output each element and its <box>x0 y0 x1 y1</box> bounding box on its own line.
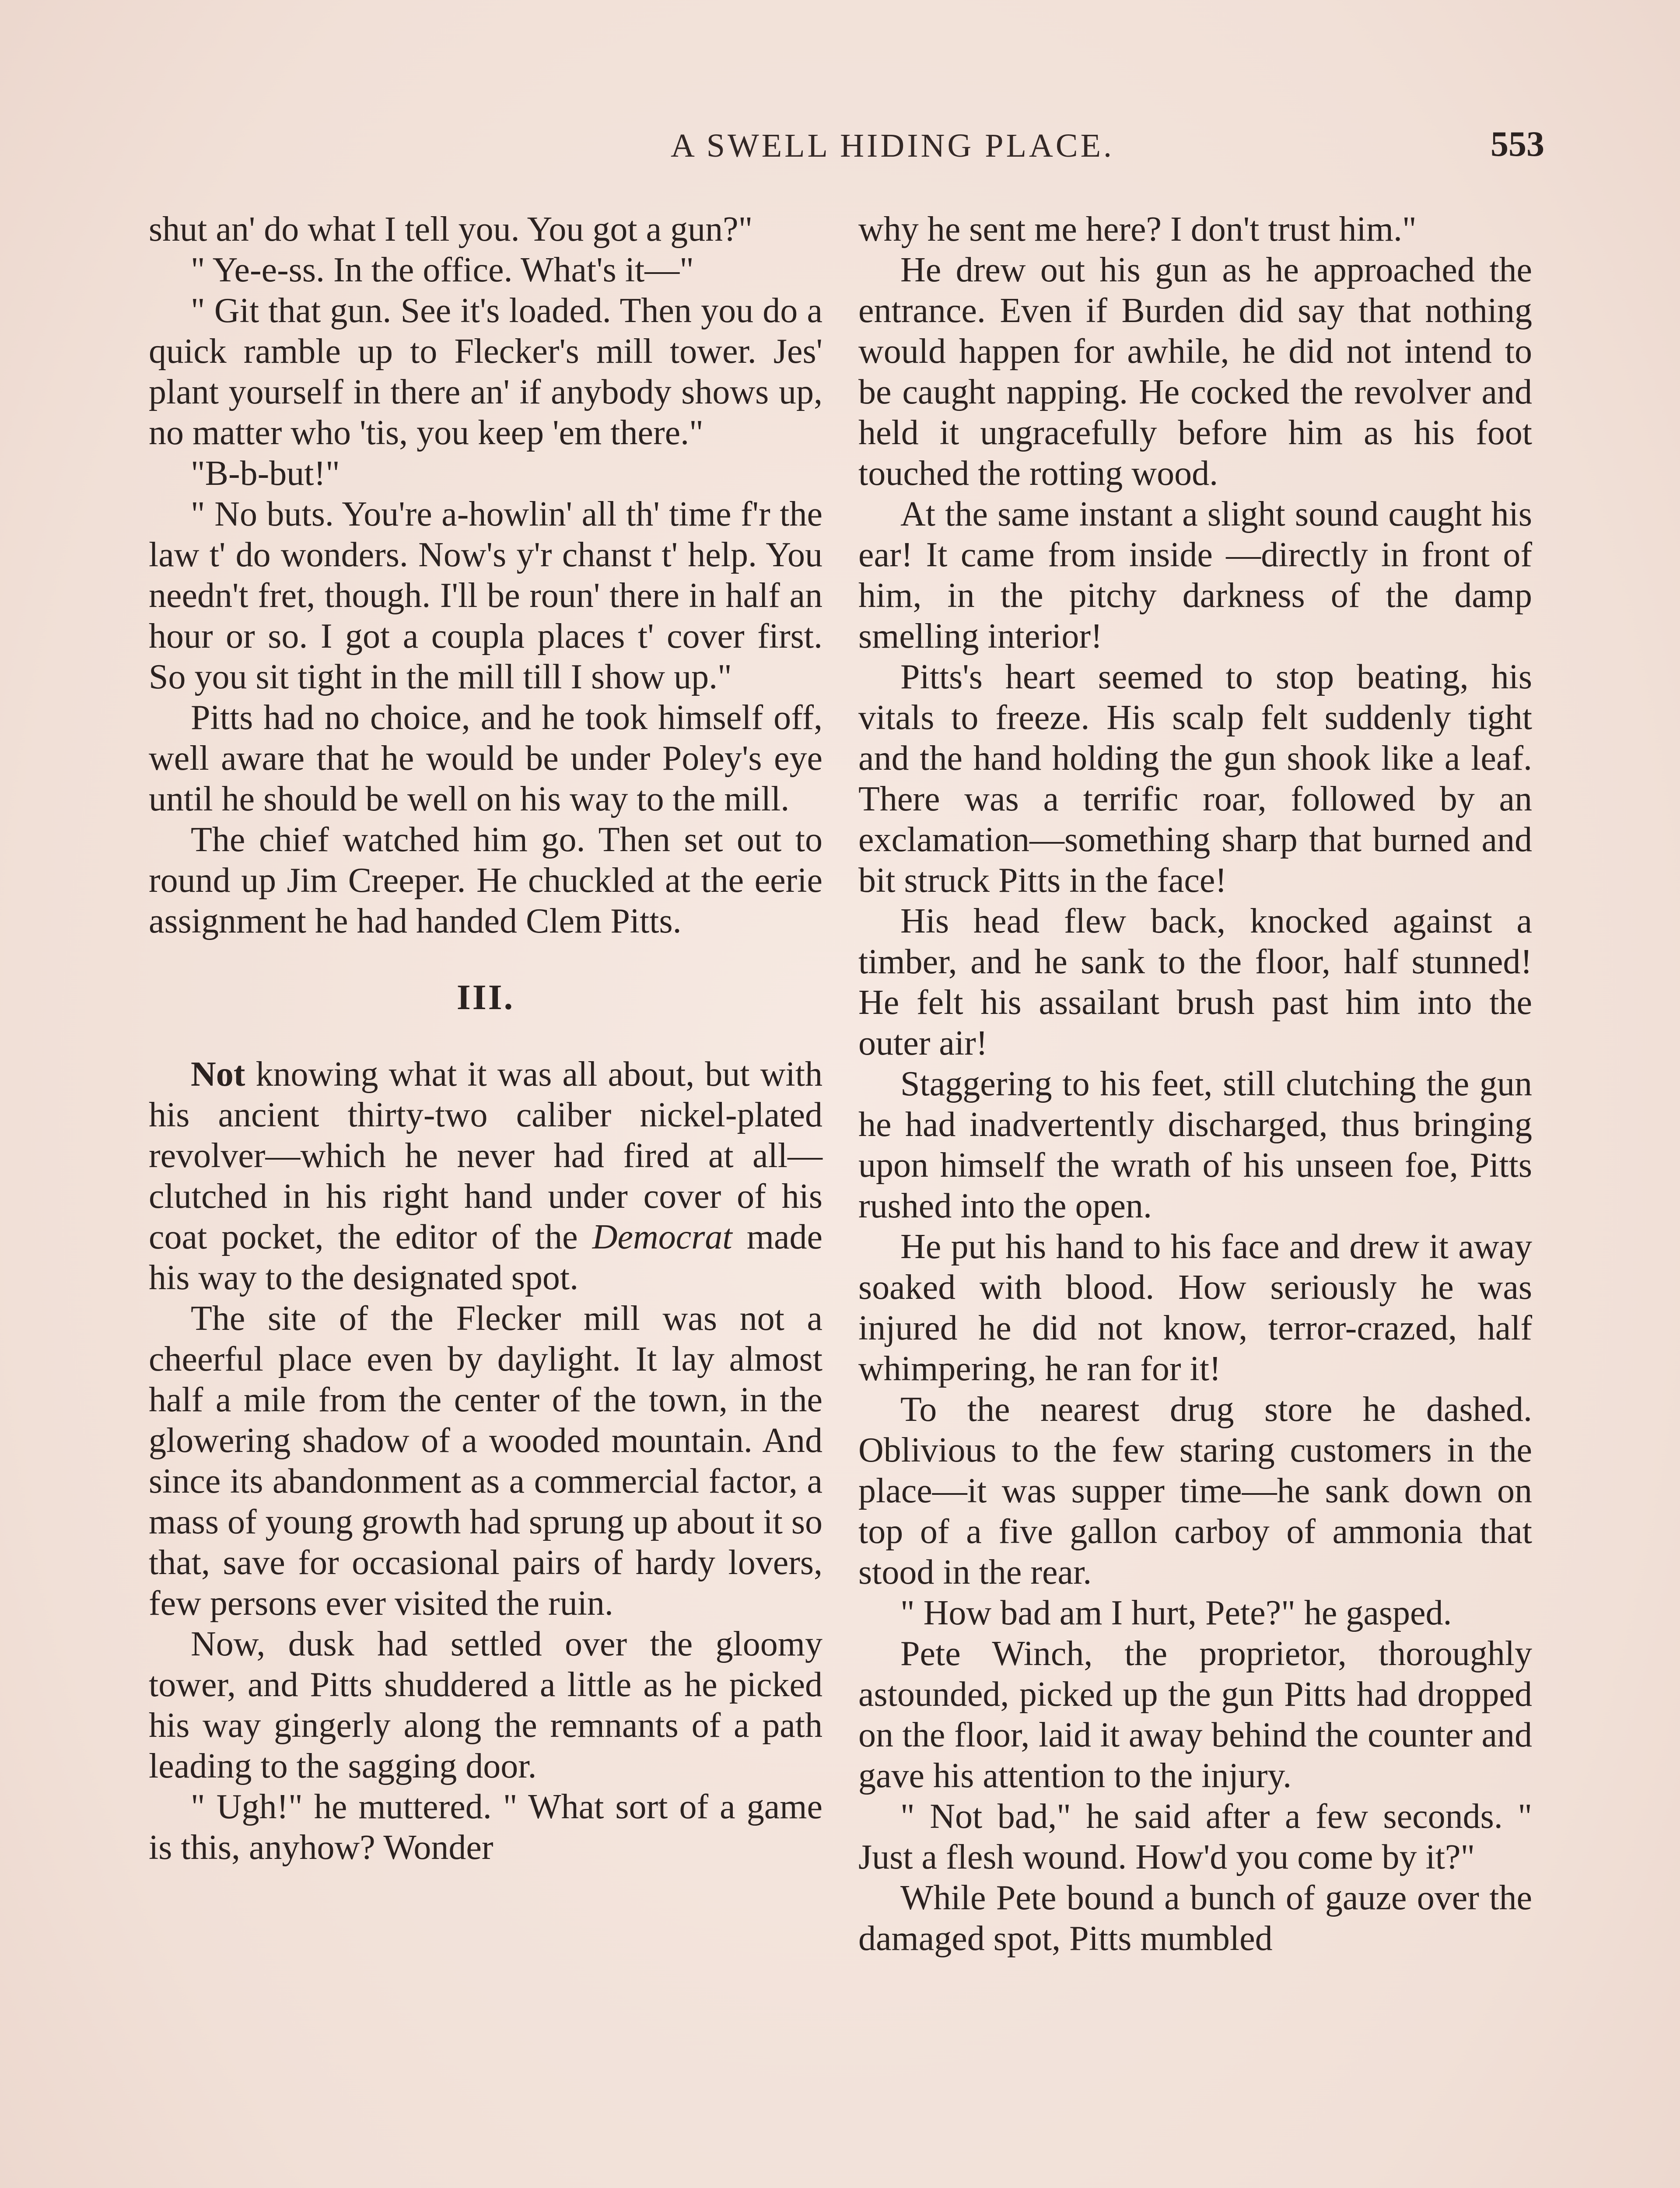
paragraph: " Git that gun. See it's loaded. Then you do a quick ramble up to Flecker's mill tower. Jes' plant yourself in there an' if anybody shows up, no matter who 'tis, you keep 'em there." <box>149 291 822 452</box>
paragraph-text: knowing what it was all about, but with his ancient thirty-two caliber nickel-plated revolver—which he never had fired at all—clutched in his right hand under cover of his coat pocket, the editor of the <box>149 1055 822 1256</box>
section-heading: III. <box>456 977 515 1017</box>
newspaper-title: Democrat <box>592 1218 732 1256</box>
paragraph: At the same instant a slight sound caught his ear! It came from inside —directly in front of him, in the pitchy darkness of the damp smelling interior! <box>858 495 1532 656</box>
paragraph: Pitts had no choice, and he took himself off, well aware that he would be under Poley's eye until he should be well on his way to the mill. <box>149 698 822 818</box>
paragraph: " Not bad," he said after a few seconds. " Just a flesh wound. How'd you come by it?" <box>858 1797 1532 1876</box>
paragraph: " No buts. You're a-howlin' all th' time f'r the law t' do wonders. Now's y'r chanst t' help. You needn't fret, though. I'll be roun' there in half an hour or so. I got a coupla places t' cover first. So you sit tight in the mill till I show up." <box>149 495 822 696</box>
paragraph: " How bad am I hurt, Pete?" he gasped. <box>900 1594 1452 1632</box>
paragraph: " Ugh!" he muttered. " What sort of a game is this, anyhow? Wonder <box>149 1788 822 1867</box>
paragraph: Now, dusk had settled over the gloomy tower, and Pitts shuddered a little as he picked his way gingerly along the remnants of a path leading to the sagging door. <box>149 1625 822 1785</box>
paragraph: He put his hand to his face and drew it away soaked with blood. How seriously he was injured he did not know, terror-crazed, half whimpering, he ran for it! <box>858 1227 1532 1388</box>
right-column <box>858 209 1532 1959</box>
paragraph: shut an' do what I tell you. You got a gun?" <box>149 210 753 249</box>
paragraph: "B-b-but!" <box>191 454 340 493</box>
paragraph <box>149 1054 822 1298</box>
paragraph: " Ye-e-ss. In the office. What's it—" <box>191 251 694 289</box>
paragraph: He drew out his gun as he approached the entrance. Even if Burden did say that nothing would happen for awhile, he did not intend to be caught napping. He cocked the revolver and held it ungracefully before him as his foot touched the rotting wood. <box>858 251 1532 493</box>
left-column <box>149 209 822 1868</box>
paragraph: His head flew back, knocked against a timber, and he sank to the floor, half stunned! He felt his assailant brush past him into the outer air! <box>858 902 1532 1062</box>
paragraph: While Pete bound a bunch of gauze over the damaged spot, Pitts mumbled <box>858 1879 1532 1958</box>
paragraph: why he sent me here? I don't trust him." <box>858 210 1417 249</box>
paragraph: Staggering to his feet, still clutching the gun he had inadvertently discharged, thus bringing upon himself the wrath of his unseen foe, Pitts rushed into the open. <box>858 1065 1532 1225</box>
paragraph: Pitts's heart seemed to stop beating, his vitals to freeze. His scalp felt suddenly tight and the hand holding the gun shook like a leaf. There was a terrific roar, followed by an exclamation—something sharp that burned and bit struck Pitts in the face! <box>858 658 1532 900</box>
paragraph: Pete Winch, the proprietor, thoroughly astounded, picked up the gun Pitts had dropped on the floor, laid it away behind the counter and gave his attention to the injury. <box>858 1634 1532 1795</box>
paragraph-text: made his way to the designated spot. <box>149 1218 822 1297</box>
paragraph: The chief watched him go. Then set out to round up Jim Creeper. He chuckled at the eerie assignment he had handed Clem Pitts. <box>149 820 822 940</box>
paragraph: The site of the Flecker mill was not a cheerful place even by daylight. It lay almost half a mile from the center of the town, in the glowering shadow of a wooded mountain. And since its abandonment as a commercial factor, a mass of young growth had sprung up about it so that, save for occasional pairs of hardy lovers, few persons ever visited the ruin. <box>149 1299 822 1623</box>
page-number: 553 <box>1491 124 1544 164</box>
lead-in-word: Not <box>191 1055 245 1094</box>
paragraph: To the nearest drug store he dashed. Oblivious to the few staring customers in the place—it was supper time—he sank down on top of a five gallon carboy of ammonia that stood in the rear. <box>858 1390 1532 1592</box>
running-title: A SWELL HIDING PLACE. <box>671 127 1114 164</box>
